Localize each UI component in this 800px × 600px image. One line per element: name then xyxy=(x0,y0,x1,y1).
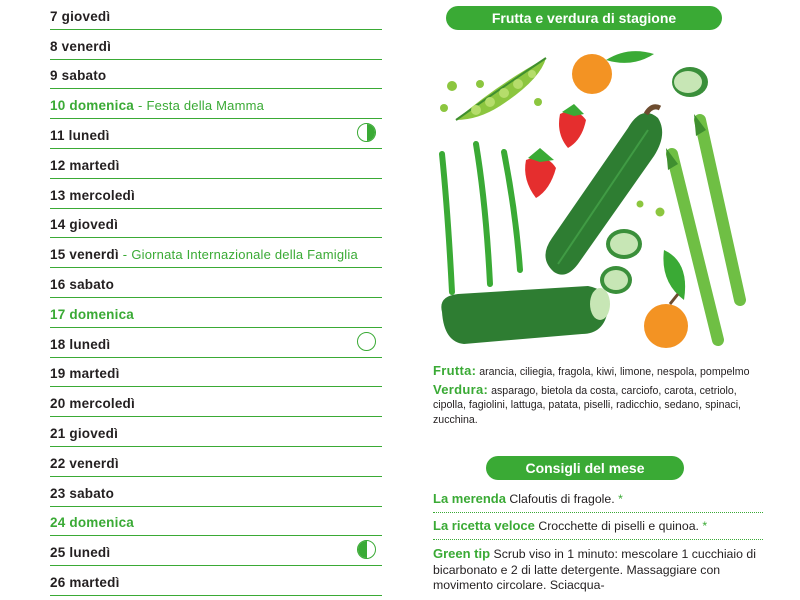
event-separator: - xyxy=(122,247,128,263)
calendar-day-row xyxy=(50,119,382,149)
tip-text: Scrub viso in 1 minuto: mescolare 1 cucchiaio di bicarbonato e 2 di latte detergente. Massaggiare con movimento circolare. Sciacqua- xyxy=(433,547,756,592)
tips-title: Consigli del mese xyxy=(486,456,684,480)
calendar-day-row xyxy=(50,209,382,239)
calendar-day-row xyxy=(50,149,382,179)
strawberry-icon xyxy=(525,104,586,198)
day-label: 17 domenica xyxy=(50,306,134,322)
tip-label: Green tip xyxy=(433,546,491,561)
calendar-day-row xyxy=(50,507,382,537)
orange-icon xyxy=(572,51,654,94)
calendar-day-row xyxy=(50,238,382,268)
day-label: 20 mercoledì xyxy=(50,396,135,412)
day-label: 13 mercoledì xyxy=(50,187,135,203)
cucumber-slice-icon xyxy=(600,229,642,294)
divider xyxy=(433,539,763,540)
asparagus-icon xyxy=(666,114,740,340)
calendar-day-row xyxy=(50,566,382,596)
day-label: 23 sabato xyxy=(50,485,115,501)
veg-paragraph xyxy=(433,383,753,428)
day-label: 22 venerdì xyxy=(50,455,119,471)
produce-illustration xyxy=(428,44,758,356)
cucumber-slice-icon xyxy=(672,67,708,97)
calendar-day-row xyxy=(50,328,382,358)
event-separator: - xyxy=(138,98,143,114)
first-quarter-moon-icon xyxy=(357,123,376,142)
last-quarter-moon-icon xyxy=(357,540,376,559)
star-icon: * xyxy=(702,519,708,533)
calendar-day-row xyxy=(50,417,382,447)
tip-label: La merenda xyxy=(433,491,506,506)
tip-snack xyxy=(433,491,763,508)
day-event xyxy=(123,247,358,262)
calendar-day-row xyxy=(50,358,382,388)
day-label: 7 giovedì xyxy=(50,8,111,24)
calendar-day-row xyxy=(50,387,382,417)
day-label: 25 lunedì xyxy=(50,545,111,561)
day-label: 16 sabato xyxy=(50,276,115,292)
day-label: 26 martedì xyxy=(50,574,120,590)
calendar-day-row xyxy=(50,536,382,566)
calendar-list xyxy=(50,0,382,596)
day-label: 11 lunedì xyxy=(50,127,110,143)
pea-pod-icon xyxy=(456,58,546,120)
calendar-day-row xyxy=(50,179,382,209)
produce-list xyxy=(433,364,753,430)
day-label: 15 venerdì xyxy=(50,247,119,263)
fruit-label: Frutta: xyxy=(433,363,477,378)
calendar-day-row xyxy=(50,298,382,328)
tip-label: La ricetta veloce xyxy=(433,518,535,533)
loquat-icon xyxy=(644,294,688,348)
star-icon: * xyxy=(618,492,623,506)
calendar-day-row xyxy=(50,0,382,30)
event-text: Festa della Mamma xyxy=(146,98,265,114)
tip-green xyxy=(433,546,763,594)
tip-text: Clafoutis di fragole. xyxy=(509,492,615,506)
day-label: 8 venerdì xyxy=(50,38,112,54)
event-text: Giornata Internazionale della Famiglia xyxy=(131,247,358,263)
calendar-day-row xyxy=(50,268,382,298)
calendar-day-row xyxy=(50,60,382,90)
day-label: 18 lunedì xyxy=(50,336,111,352)
full-moon-icon xyxy=(357,332,376,351)
green-bean-icon xyxy=(442,144,520,292)
calendar-day-row xyxy=(50,30,382,60)
day-label: 12 martedì xyxy=(50,157,120,173)
leaf-icon xyxy=(663,250,685,300)
tip-recipe xyxy=(433,518,763,535)
day-label: 9 sabato xyxy=(50,68,107,84)
day-event xyxy=(138,98,264,113)
veg-label: Verdura: xyxy=(433,381,489,397)
calendar-day-row xyxy=(50,89,382,119)
calendar-day-row xyxy=(50,477,382,507)
day-label: 14 giovedì xyxy=(50,217,119,233)
day-label: 24 domenica xyxy=(50,515,134,531)
fruit-paragraph xyxy=(433,364,753,380)
cucumber-icon xyxy=(441,286,610,344)
divider xyxy=(433,512,763,513)
tip-text: Crocchette di piselli e quinoa. xyxy=(538,519,699,533)
day-label: 21 giovedì xyxy=(50,425,119,441)
day-label: 10 domenica xyxy=(50,98,134,114)
veg-text: asparago, bietola da costa, carciofo, carota, cetriolo, cipolla, fagiolini, lattuga, patata, piselli, radicchio, sedano, spinaci, zucchina. xyxy=(433,384,741,426)
day-label: 19 martedì xyxy=(50,366,120,382)
calendar-day-row xyxy=(50,447,382,477)
fruit-text: arancia, ciliegia, fragola, kiwi, limone, nespola, pompelmo xyxy=(479,366,750,378)
season-title: Frutta e verdura di stagione xyxy=(446,6,722,30)
